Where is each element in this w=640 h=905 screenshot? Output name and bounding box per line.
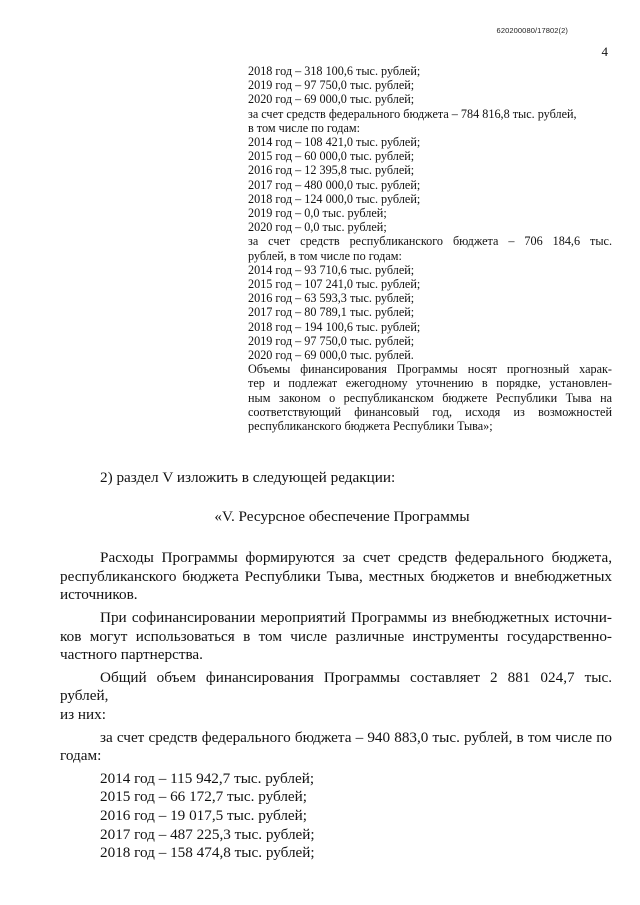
year-line: 2016 год – 19 017,5 тыс. рублей; bbox=[100, 806, 308, 824]
text-line: республиканского бюджета Республики Тыва, местных бюджетов и внебюджетных bbox=[60, 567, 612, 585]
text-line: в том числе по годам: bbox=[248, 120, 360, 135]
document-id: 620200080/17802(2) bbox=[496, 26, 568, 35]
text-line: 2020 год – 69 000,0 тыс. рублей; bbox=[248, 92, 415, 107]
text-line: Общий объем финансирования Программы составляет 2 881 024,7 тыс. рублей, bbox=[60, 668, 612, 705]
text-line: 2018 год – 318 100,6 тыс. рублей; bbox=[248, 64, 421, 78]
financing-by-year-block bbox=[248, 64, 612, 433]
text-line: Расходы Программы формируются за счет средств федерального бюджета, bbox=[100, 549, 612, 567]
year-line: 2014 год – 115 942,7 тыс. рублей; bbox=[100, 769, 315, 787]
page-number: 4 bbox=[601, 44, 608, 59]
section-amendment-line: 2) раздел V изложить в следующей редакции: bbox=[100, 469, 396, 486]
text-line: тер и подлежат ежегодному уточнению в порядке, установлен- bbox=[248, 376, 612, 391]
federal-years-list bbox=[60, 770, 612, 863]
paragraph-cofinancing bbox=[60, 609, 612, 665]
text-line: 2019 год – 97 750,0 тыс. рублей; bbox=[248, 78, 415, 93]
text-line: 2020 год – 0,0 тыс. рублей; bbox=[248, 220, 387, 235]
year-line: 2015 год – 66 172,7 тыс. рублей; bbox=[100, 788, 308, 806]
text-line: При софинансировании мероприятий Программы из внебюджетных источни- bbox=[100, 608, 612, 626]
text-line: 2016 год – 63 593,3 тыс. рублей; bbox=[248, 291, 415, 306]
year-line: 2017 год – 487 225,3 тыс. рублей; bbox=[100, 825, 315, 843]
text-line: 2019 год – 97 750,0 тыс. рублей; bbox=[248, 333, 415, 348]
text-line: 2018 год – 194 100,6 тыс. рублей; bbox=[248, 319, 421, 334]
text-line: 2020 год – 69 000,0 тыс. рублей. bbox=[248, 348, 414, 363]
text-line: 2017 год – 80 789,1 тыс. рублей; bbox=[248, 305, 415, 320]
text-line: 2016 год – 12 395,8 тыс. рублей; bbox=[248, 163, 415, 178]
text-line: источников. bbox=[60, 586, 138, 604]
text-line: рублей, в том числе по годам: bbox=[248, 248, 402, 263]
text-line: ков могут использоваться в том числе различные инструменты государственно- bbox=[60, 627, 612, 645]
text-line: Объемы финансирования Программы носят прогнозный харак- bbox=[248, 362, 612, 377]
text-line: 2015 год – 107 241,0 тыс. рублей; bbox=[248, 277, 421, 292]
text-line: частного партнерства. bbox=[60, 646, 203, 664]
main-text bbox=[60, 469, 612, 863]
text-line: 2017 год – 480 000,0 тыс. рублей; bbox=[248, 177, 421, 192]
paragraph-federal bbox=[60, 729, 612, 766]
text-line: 2018 год – 124 000,0 тыс. рублей; bbox=[248, 191, 421, 206]
text-line: 2015 год – 60 000,0 тыс. рублей; bbox=[248, 149, 415, 164]
text-line: за счет средств республиканского бюджета – 706 184,6 тыс. bbox=[248, 234, 612, 249]
paragraph-total bbox=[60, 669, 612, 725]
paragraph-expenses bbox=[60, 549, 612, 605]
text-line: 2014 год – 108 421,0 тыс. рублей; bbox=[248, 135, 421, 150]
text-line: годам: bbox=[60, 747, 102, 765]
text-line: ным законом о республиканском бюджете Республики Тыва на bbox=[248, 390, 612, 405]
text-line: республиканского бюджета Республики Тыва»; bbox=[248, 419, 493, 434]
text-line: из них: bbox=[60, 705, 106, 723]
text-line: за счет средств федерального бюджета – 784 816,8 тыс. рублей, bbox=[248, 106, 577, 121]
text-line: за счет средств федерального бюджета – 940 883,0 тыс. рублей, в том числе по bbox=[100, 728, 612, 746]
text-line: 2019 год – 0,0 тыс. рублей; bbox=[248, 206, 387, 221]
section-heading: «V. Ресурсное обеспечение Программы bbox=[214, 507, 470, 525]
text-line: 2014 год – 93 710,6 тыс. рублей; bbox=[248, 262, 415, 277]
text-line: соответствующий финансовый год, исходя из возможностей bbox=[248, 404, 612, 419]
year-line: 2018 год – 158 474,8 тыс. рублей; bbox=[100, 844, 315, 862]
